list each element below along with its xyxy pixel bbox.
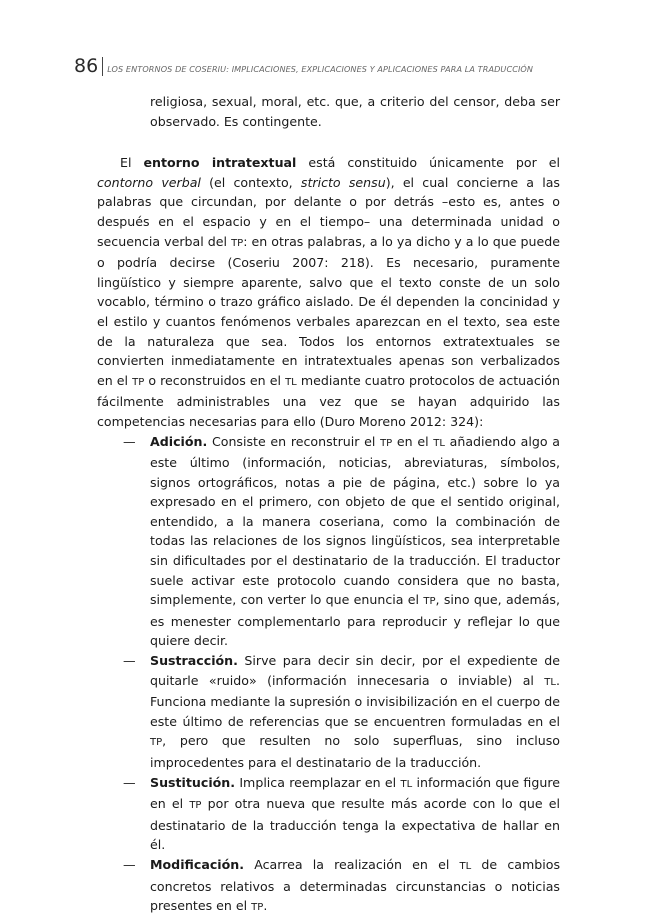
abbr-tl: TL — [459, 860, 472, 872]
text-run: . Funciona mediante la supresión o invisibilización en el cuerpo de este último de referencias que se encuentren formuladas en el — [150, 672, 560, 729]
abbr-tp: TP — [150, 737, 163, 749]
text-run: El — [120, 155, 144, 171]
text-run: ), el cual concierne a las palabras que circundan, por delante o por detrás –esto es, antes o después en el espacio y en el tiempo– una determinada unidad o secuencia verbal del — [97, 174, 560, 249]
text-run: está constituido únicamente por el — [296, 155, 561, 171]
abbr-tl: TL — [400, 778, 413, 790]
text-run: , pero que resulten no solo superfluas, sino incluso improcedentes para el destinatario de la traducción. — [150, 733, 560, 770]
text-run: (el contexto, — [200, 174, 301, 190]
protocol-term: Modificación. — [150, 856, 244, 872]
protocol-item-sustraccion — [97, 651, 560, 773]
text-run: Acarrea la realización en el — [244, 856, 460, 872]
text-run: o reconstruidos en el — [144, 372, 286, 388]
abbr-tl: TL — [544, 676, 556, 688]
running-head-title: LOS ENTORNOS DE COSERIU: IMPLICACIONES, EXPLICACIONES Y APLICACIONES PARA LA TRADUCCIÓN — [107, 64, 534, 74]
protocol-term: Sustracción. — [150, 653, 238, 669]
protocol-item-sustitucion — [97, 773, 560, 855]
protocol-term: Adición. — [150, 433, 208, 449]
text-run: información que figure en el — [150, 774, 560, 812]
text-run: : en otras palabras, a lo ya dicho y a lo que puede o podría decirse (Coseriu 2007: 218). Es necesario, puramente lingüístico y siempre aparente, salvo que el texto conste de un solo vocablo, término o trazo gráfico aislado. De él dependen la concinidad y el estilo y cuantos fenómenos verbales aparezcan en el texto, sea este de la naturaleza que sea. Todos los entornos extratextuales se convierten inmediatamente en intratextuales apenas son verbalizados en el — [97, 233, 560, 388]
text-run: . — [263, 898, 268, 914]
text-run: mediante cuatro protocolos de actuación fácilmente administrables una vez que se hayan adquirido las competencias necesarias para ello (Duro Moreno 2012: 324): — [97, 372, 560, 429]
list-dash: — — [123, 856, 136, 872]
list-dash: — — [123, 653, 136, 669]
italic-term: stricto sensu — [300, 174, 386, 190]
abbr-tl: TL — [285, 376, 297, 388]
abbr-tl: TL — [433, 437, 445, 449]
text-run: por otra nueva que resulte más acorde con lo que el destinatario de la traducción tenga la expectativa de hallar en él. — [150, 796, 561, 853]
italic-term: contorno verbal — [97, 174, 201, 190]
page-number: 86 — [74, 57, 103, 76]
paragraph-intratextual — [97, 153, 560, 431]
text-run: Implica reemplazar en el — [235, 774, 401, 790]
abbr-tp: TP — [189, 800, 202, 812]
protocol-item-adicion — [97, 432, 560, 652]
text-run: Consiste en reconstruir el — [207, 433, 381, 449]
protocol-list — [97, 432, 560, 918]
abbr-tp: TP — [251, 902, 264, 914]
protocol-item-modificacion — [97, 855, 560, 918]
abbr-tp: TP — [132, 376, 145, 388]
list-dash: — — [123, 433, 136, 449]
body-text — [97, 92, 560, 918]
abbr-tp: TP — [380, 437, 393, 449]
protocol-term: Sustitución. — [150, 774, 236, 790]
abbr-tp: TP — [231, 237, 244, 249]
text-run: añadiendo algo a este último (información, noticias, abreviaturas, símbolos, signos ortográficos, notas a pie de página, etc.) sobre lo ya expresado en el primero, con objeto de que el sentido original, entendido, a la manera coseriana, como la combinación de todas las relaciones de los signos lingüísticos, sea interpretable sin dificultades por el destinatario de la traducción. El traductor suele activar este protocolo cuando considera que no basta, simplemente, con verter lo que enuncia el — [150, 433, 560, 608]
term-entorno-intratextual: entorno intratextual — [143, 155, 297, 171]
continuation-text: religiosa, sexual, moral, etc. que, a criterio del censor, deba ser observado. Es contingente. — [150, 94, 560, 129]
text-run: de cambios concretos relativos a determinadas circunstancias o noticias presentes en el — [150, 856, 560, 914]
text-run: , sino que, además, es menester complementarlo para reproducir y reflejar lo que quiere decir. — [150, 592, 560, 649]
list-dash: — — [123, 774, 136, 790]
running-header — [74, 52, 574, 76]
abbr-tp: TP — [423, 596, 436, 608]
text-run: Sirve para decir sin decir, por el expediente de quitarle «ruido» (información innecesaria o inviable) al — [150, 653, 560, 688]
text-run: en el — [392, 433, 434, 449]
